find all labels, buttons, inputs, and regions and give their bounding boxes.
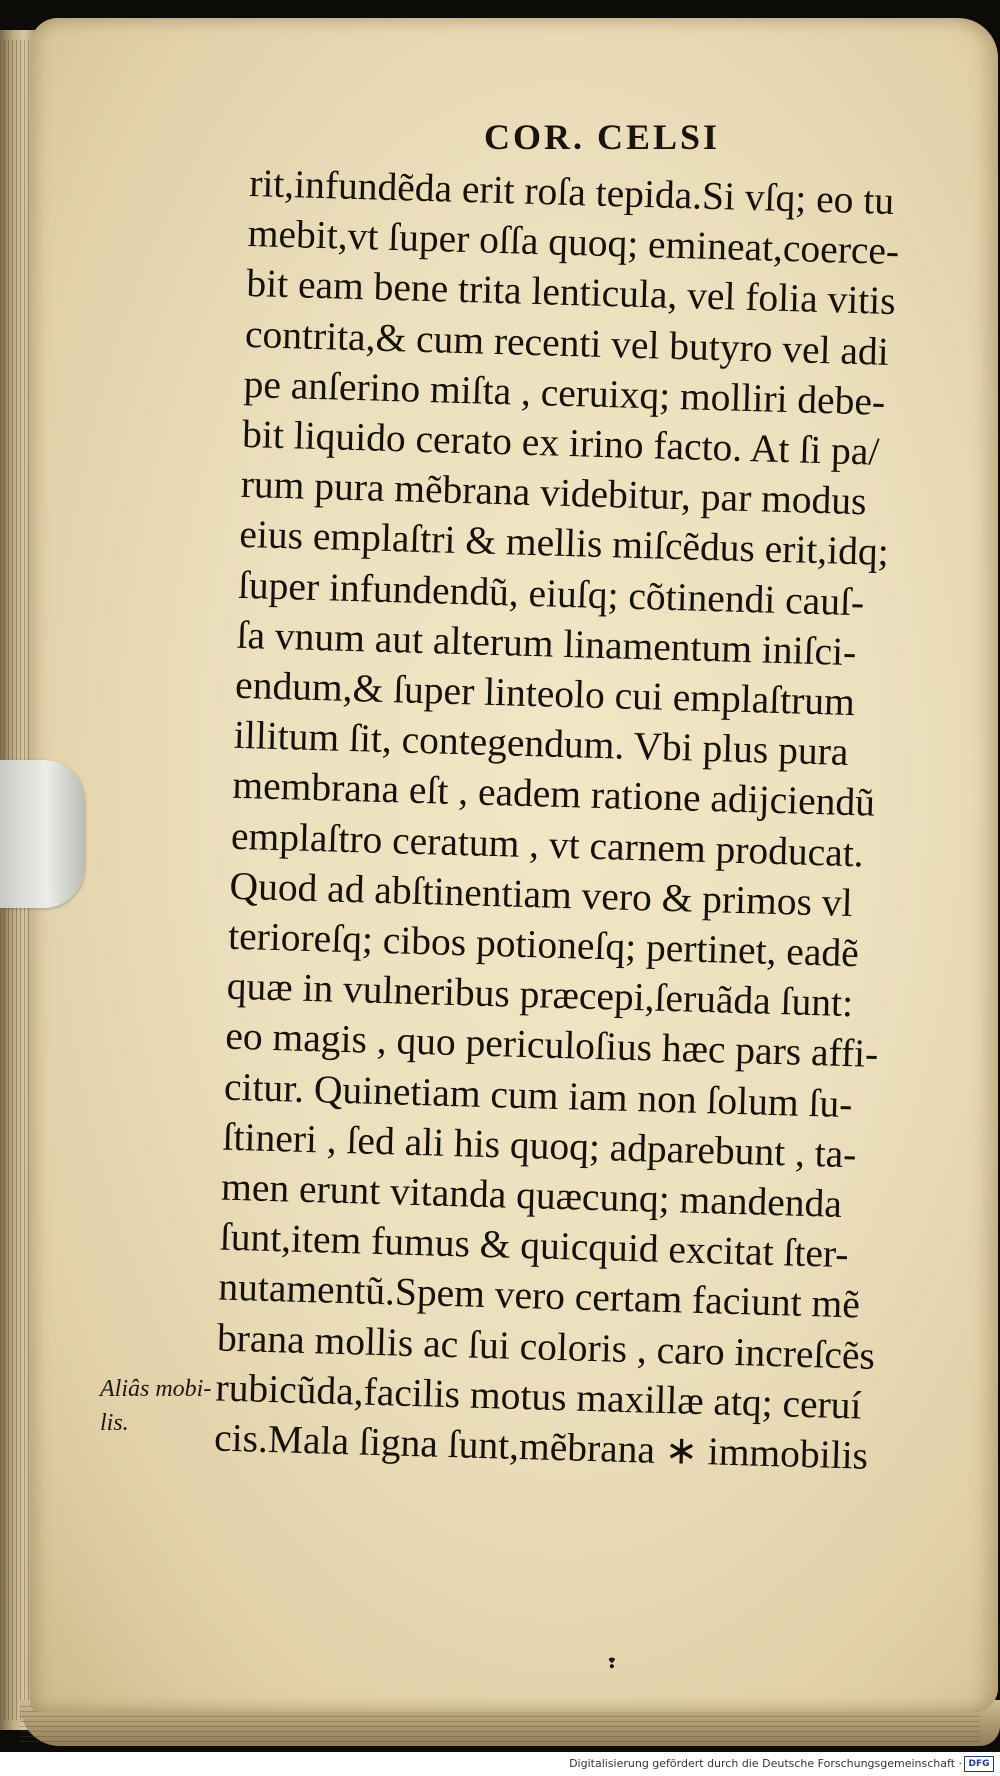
text-line: ſuper infundendũ, eiuſq; cõtinendi cauſ- bbox=[237, 562, 865, 624]
text-line: emplaſtro ceratum , vt carnem producat. bbox=[230, 813, 865, 876]
text-line: mebit,vt ſuper oſſa quoq; emineat,coerce- bbox=[247, 211, 900, 274]
text-line: nutamentũ.Spem vero certam faciunt mẽ bbox=[217, 1265, 861, 1327]
margin-note-line-1: Aliâs mobi- bbox=[100, 1376, 212, 1402]
text-line: membrana eſt , eadem ratione adijciendũ bbox=[231, 763, 876, 826]
text-line: men erunt vitanda quæcunq; mandenda bbox=[220, 1164, 843, 1226]
margin-note bbox=[100, 1372, 211, 1440]
margin-note-line-2: lis. bbox=[100, 1410, 129, 1436]
funding-credit: Digitalisierung gefördert durch die Deutsche Forschungsgemeinschaft · bbox=[569, 1757, 962, 1770]
text-line: endum,& ſuper linteolo cui emplaſtrum bbox=[234, 662, 856, 725]
text-line: bit liquido cerato ex irino facto. At ſi pa/ bbox=[241, 411, 880, 474]
text-line: bit eam bene trita lenticula, vel folia vitis bbox=[245, 261, 897, 324]
dfg-logo: DFG bbox=[964, 1756, 994, 1772]
text-line: ſunt,item fumus & quicquid excitat ſter- bbox=[219, 1214, 850, 1277]
text-line: eo magis , quo periculoſius hæc pars affi- bbox=[224, 1014, 879, 1077]
text-line: citur. Quinetiam cum iam non ſolum ſu- bbox=[223, 1064, 854, 1126]
text-line: rubicũda,facilis motus maxillæ atq; ceruí bbox=[215, 1365, 863, 1428]
text-line: ſa vnum aut alterum linamentum iniſci- bbox=[236, 612, 857, 674]
text-line: cis.Mala ſigna ſunt,mẽbrana ∗ immobilis bbox=[213, 1415, 869, 1478]
text-line: rum pura mẽbrana videbitur, par modus bbox=[240, 462, 868, 524]
signature-mark: ❢ bbox=[606, 1657, 618, 1672]
text-line: Quod ad abſtinentiam vero & primos vl bbox=[229, 863, 854, 925]
text-line: contrita,& cum recenti vel butyro vel adi bbox=[244, 311, 890, 374]
body-text bbox=[214, 158, 970, 1483]
text-line: eius emplaſtri & mellis miſcẽdus erit,idq; bbox=[238, 512, 890, 575]
running-head: COR. CELSI bbox=[484, 117, 721, 157]
text-line: quæ in vulneribus præcepi,ſeruãda ſunt: bbox=[226, 963, 854, 1026]
text-line: pe anſerino miſta , ceruixq; molliri debe- bbox=[243, 361, 886, 424]
text-line: rit,infundẽda erit roſa tepida.Si vſq; eo tu bbox=[248, 160, 895, 223]
text-line: terioreſq; cibos potioneſq; pertinet, eadẽ bbox=[227, 913, 860, 976]
text-line: ſtineri , ſed ali his quoq; adparebunt , ta- bbox=[222, 1114, 858, 1177]
text-line: brana mollis ac ſui coloris , caro increſcẽs bbox=[216, 1315, 876, 1378]
text-line: illitum ſit, contegendum. Vbi plus pura bbox=[233, 713, 850, 775]
page-clip bbox=[0, 760, 84, 908]
